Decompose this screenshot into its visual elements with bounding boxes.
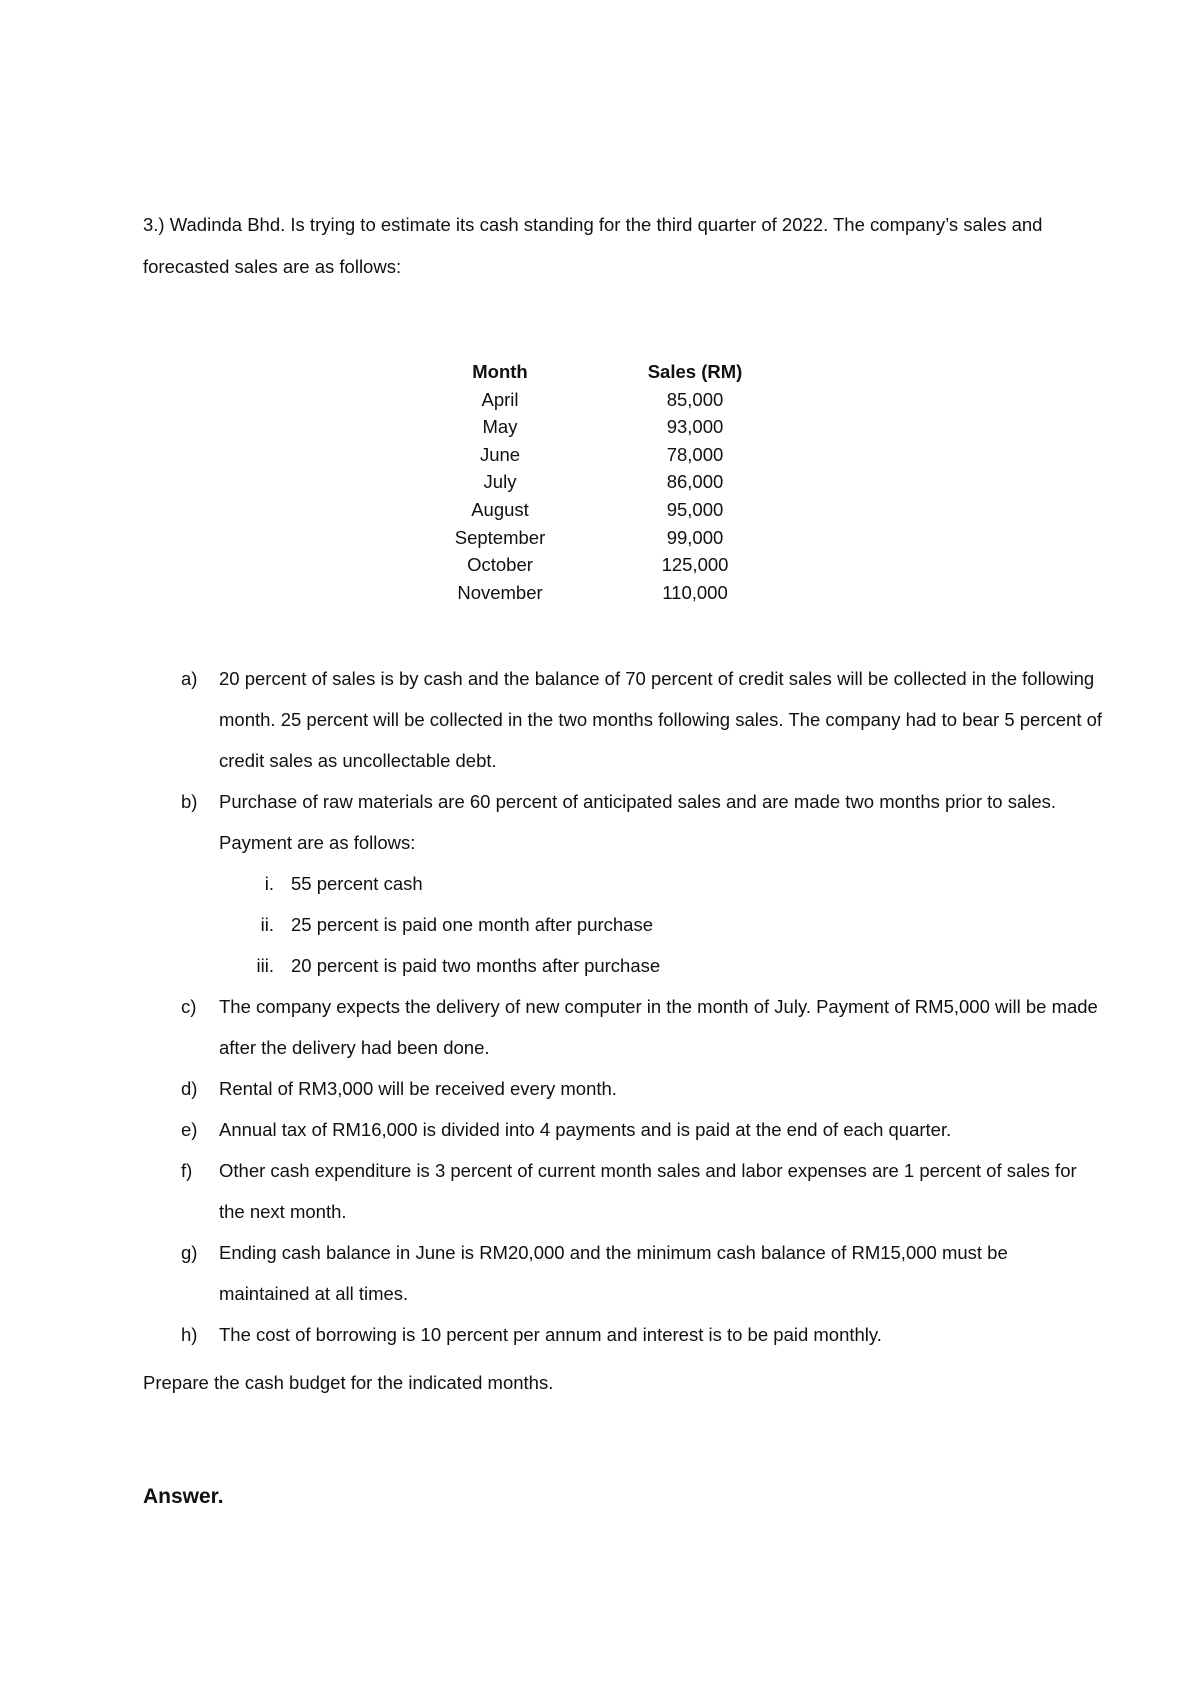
item-marker: a) [181, 668, 198, 689]
sub-list-item [219, 904, 1103, 945]
sales-cell: 110,000 [662, 581, 728, 603]
sub-item-marker: iii. [256, 955, 274, 976]
sales-cell: 93,000 [666, 416, 724, 438]
list-item [143, 781, 1103, 863]
table-row [420, 551, 770, 579]
sales-cell: 125,000 [661, 554, 729, 576]
sub-item-marker: ii. [260, 914, 274, 935]
item-text: Other cash expenditure is 3 percent of current month sales and labor expenses are 1 percent of sales for the next month. [219, 1160, 1077, 1222]
payment-sublist [219, 863, 1103, 986]
header-sales: Sales (RM) [647, 361, 743, 382]
item-marker: h) [181, 1324, 198, 1345]
table-row [420, 386, 770, 414]
sales-cell: 99,000 [666, 526, 724, 548]
item-marker: g) [181, 1242, 198, 1263]
month-cell: May [482, 416, 518, 438]
item-text: Annual tax of RM16,000 is divided into 4 payments and is paid at the end of each quarter. [219, 1119, 952, 1140]
answer-heading: Answer. [143, 1485, 224, 1508]
header-month: Month [472, 361, 528, 382]
table-row [420, 441, 770, 469]
list-item [143, 1109, 1103, 1150]
month-cell: September [454, 526, 546, 548]
item-text: Ending cash balance in June is RM20,000 and the minimum cash balance of RM15,000 must be maintained at all times. [219, 1242, 1008, 1304]
list-item [143, 1314, 1103, 1355]
sub-item-text: 55 percent cash [291, 873, 423, 894]
list-item [143, 1068, 1103, 1109]
item-marker: d) [181, 1078, 198, 1099]
item-marker: f) [181, 1160, 193, 1181]
month-cell: August [471, 498, 529, 520]
instruction-text: Prepare the cash budget for the indicated months. [143, 1372, 554, 1393]
item-marker: e) [181, 1119, 198, 1140]
table-row [420, 413, 770, 441]
sub-item-marker: i. [264, 873, 274, 894]
item-marker: c) [181, 996, 197, 1017]
sub-item-text: 25 percent is paid one month after purchase [291, 914, 654, 935]
month-cell: June [479, 443, 521, 465]
sales-cell: 85,000 [666, 388, 724, 410]
item-marker: b) [181, 791, 198, 812]
sales-table [420, 358, 770, 606]
month-cell: July [483, 471, 517, 493]
sub-list-item [219, 945, 1103, 986]
table-row [420, 579, 770, 607]
sales-cell: 86,000 [666, 471, 724, 493]
assumptions-list [143, 658, 1103, 1355]
sales-cell: 78,000 [666, 443, 724, 465]
list-item [143, 658, 1103, 781]
list-item [143, 1232, 1103, 1314]
table-row [420, 468, 770, 496]
item-text: 20 percent of sales is by cash and the balance of 70 percent of credit sales will be collected in the following month. 25 percent will be collected in the two months following sales. The company had to bear 5 percent of credit sales as uncollectable debt. [219, 668, 1103, 771]
table-row [420, 496, 770, 524]
sales-cell: 95,000 [666, 498, 724, 520]
table-row [420, 524, 770, 552]
item-text: The cost of borrowing is 10 percent per annum and interest is to be paid monthly. [219, 1324, 882, 1345]
month-cell: April [481, 388, 519, 410]
list-item [143, 986, 1103, 1068]
table-header-row [420, 358, 770, 386]
item-text: Rental of RM3,000 will be received every month. [219, 1078, 617, 1099]
question-intro: 3.) Wadinda Bhd. Is trying to estimate its cash standing for the third quarter of 2022. The company’s sales and forecasted sales are as follows: [143, 214, 1043, 277]
item-text: Purchase of raw materials are 60 percent of anticipated sales and are made two months prior to sales. Payment are as follows: [219, 791, 1057, 853]
sub-list-item [219, 863, 1103, 904]
item-text: The company expects the delivery of new computer in the month of July. Payment of RM5,000 will be made after the delivery had been done. [219, 996, 1098, 1058]
month-cell: November [457, 581, 543, 603]
month-cell: October [467, 554, 533, 576]
list-item [143, 1150, 1103, 1232]
sub-item-text: 20 percent is paid two months after purchase [291, 955, 661, 976]
